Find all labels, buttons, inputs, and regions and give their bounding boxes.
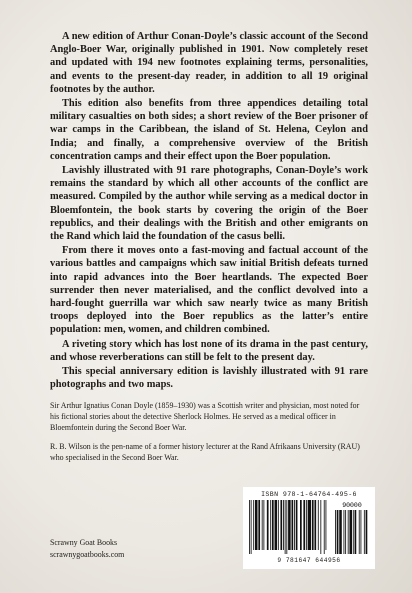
barcode-bar <box>349 510 352 554</box>
barcode-bar <box>267 500 269 550</box>
isbn-barcode <box>243 487 375 569</box>
blurb-paragraph: This edition also benefits from three appendices detailing total military casualties on both sides; a short review of the Boer prisoner of war camps in the Caribbean, the island of St. Helena, Ceylon and India; and finally, a comprehensive overview of the British concentration camps and their effect upon the Boer population. <box>50 98 368 162</box>
barcode-bar <box>253 500 254 550</box>
barcode-bar <box>283 500 284 550</box>
blurb <box>50 30 368 392</box>
barcode-bar <box>359 510 360 554</box>
barcode-bar <box>335 510 336 554</box>
barcode-bar <box>296 500 298 550</box>
barcode-bar <box>366 510 368 554</box>
addon-number: 90000 <box>342 502 362 509</box>
publisher-info <box>50 537 124 561</box>
barcode-bar <box>314 500 316 550</box>
barcode-bar <box>303 500 305 550</box>
barcode-bar <box>249 500 250 554</box>
barcode-bar <box>339 510 342 554</box>
addon-bars <box>334 500 370 556</box>
barcode-bar <box>355 510 357 554</box>
barcode-bar <box>285 500 286 554</box>
barcode-bar <box>288 500 291 550</box>
barcode-bar <box>280 500 282 550</box>
barcode-bar <box>318 500 319 550</box>
blurb-paragraph: This special anniversary edition is lavishly illustrated with 91 rare photographs and two maps. <box>50 366 368 391</box>
barcode-bar <box>255 500 258 550</box>
barcode-bar <box>337 510 339 554</box>
barcode-bar <box>312 500 314 550</box>
barcode-bar <box>251 500 252 554</box>
barcode-bar <box>324 500 325 554</box>
barcode-bar <box>263 500 264 550</box>
barcode-bar <box>278 500 279 550</box>
ean-bars <box>248 500 334 556</box>
barcode-bar <box>361 510 362 554</box>
barcode-bar <box>300 500 302 550</box>
barcode-bar <box>258 500 260 550</box>
barcode-bar <box>262 500 263 550</box>
blurb-paragraph: A new edition of Arthur Conan-Doyle’s classic account of the Second Anglo-Boer War, originally published in 1901. Now completely reset and updated with 194 new footnotes explaining terms, personalities, and events to the present-day reader, in addition to all 19 original footnotes by the author. <box>50 31 368 95</box>
publisher-website: scrawnygoatbooks.com <box>50 550 125 559</box>
barcode-digits: 9 781647 644956 <box>277 557 341 564</box>
barcode-bars <box>248 500 370 556</box>
blurb-paragraph: Lavishly illustrated with 91 rare photographs, Conan-Doyle’s work remains the standard by which all other accounts of the conflict are measured. Compiled by the author while serving as a medical doctor in Bloemfontein, the book starts by covering the origin of the Boer republics, and their dealings with the British and other emigrants on the Rand which laid the foundation of the casus belli. <box>50 165 368 243</box>
publisher-name: Scrawny Goat Books <box>50 538 118 547</box>
barcode-bar <box>344 510 345 554</box>
barcode-bar <box>292 500 294 550</box>
barcode-bar <box>345 510 346 554</box>
barcode-bar <box>308 500 311 550</box>
barcode-bar <box>275 500 278 550</box>
blurb-paragraph: From there it moves onto a fast-moving and factual account of the various battles and campaigns which saw initial British defeats turned into rapid advances into the Boer heartlands. The expected Boer surrender then never materialised, and the conflict devolved into a hard-fought guerrilla war which saw nearly twice as many British troops deployed into the Boer republics as the latter’s entire population: men, women, and children combined. <box>50 245 368 336</box>
barcode-bar <box>306 500 307 550</box>
barcode-bar <box>320 500 321 554</box>
barcode-bar <box>326 500 327 550</box>
barcode-bar <box>294 500 295 550</box>
barcode-bar <box>286 500 287 554</box>
author-bio: Sir Arthur Ignatius Conan Doyle (1859–1930) was a Scottish writer and physician, most noted for his fictional stories about the detective Sherlock Holmes. He served as a medical officer in Bloemfontein during the Second Boer War. <box>50 401 360 433</box>
isbn-text: ISBN 978-1-64764-495-6 <box>261 491 357 498</box>
barcode-bar <box>364 510 365 554</box>
barcode-bar <box>353 510 354 554</box>
barcode-bar <box>270 500 271 550</box>
blurb-paragraph: A riveting story which has lost none of its drama in the past century, and whose reverberations can still be felt to the present day. <box>50 338 368 363</box>
editor-bio: R. B. Wilson is the pen-name of a former history lecturer at the Rand Afrikaans University (RAU) who specialised in the Second Boer War. <box>50 441 360 462</box>
barcode-bar <box>272 500 274 550</box>
barcode-bar <box>348 510 349 554</box>
author-bios <box>50 400 368 470</box>
